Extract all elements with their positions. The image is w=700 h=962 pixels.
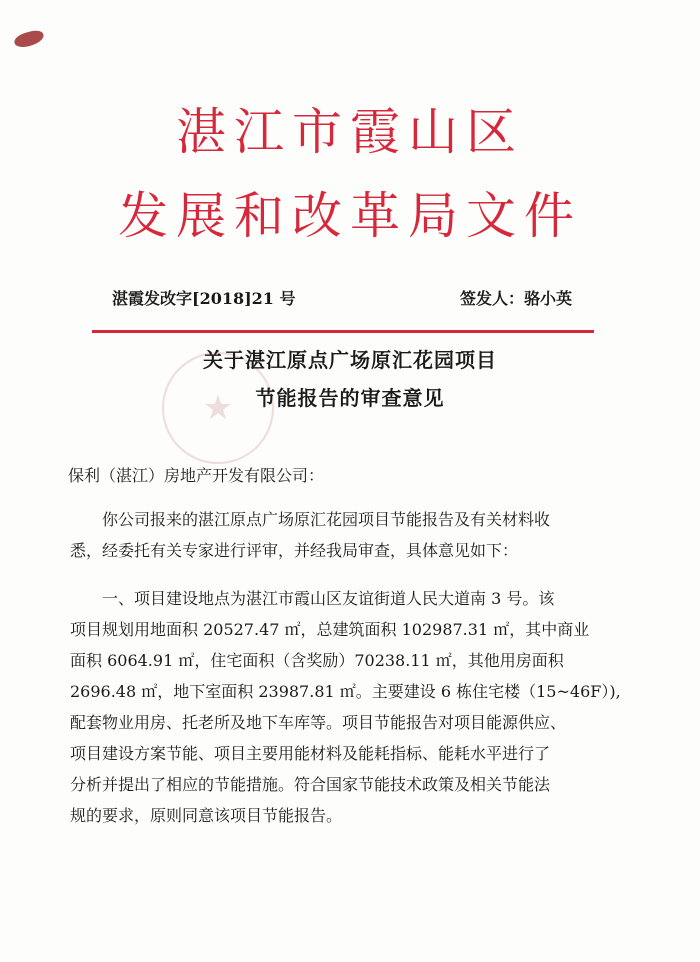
- document-number: 湛霞发改字[2018]21 号: [112, 289, 296, 308]
- paragraph-line: 分析并提出了相应的节能措施。符合国家节能技术政策及相关节能法: [70, 775, 551, 794]
- header-line-1: 湛江市霞山区: [176, 103, 524, 161]
- paragraph-line: 项目规划用地面积 20527.47 ㎡，总建筑面积 102987.31 ㎡，其中商业: [70, 620, 590, 639]
- paragraph-line: 一、项目建设地点为湛江市霞山区友谊街道人民大道南 3 号。该: [70, 589, 555, 608]
- ink-smudge: [13, 29, 45, 50]
- header-line-2: 发展和改革局文件: [118, 187, 582, 245]
- paragraph-line: 配套物业用房、托老所及地下车库等。项目节能报告对项目能源供应、: [70, 713, 567, 732]
- seal-star-icon: ★: [202, 388, 234, 428]
- paragraph-line: 悉，经委托有关专家进行评审，并经我局审查，具体意见如下：: [70, 541, 519, 560]
- paragraph-line: 面积 6064.91 ㎡，住宅面积（含奖励）70238.11 ㎡，其他用房面积: [70, 651, 564, 670]
- paragraph-line: 你公司报来的湛江原点广场原汇花园项目节能报告及有关材料收: [70, 510, 551, 529]
- paragraph-1: [70, 504, 630, 566]
- salutation: 保利（湛江）房地产开发有限公司：: [68, 466, 325, 485]
- paragraph-line: 规的要求，原则同意该项目节能报告。: [70, 806, 343, 825]
- document-title-line-2: 节能报告的审查意见: [255, 386, 445, 410]
- paragraph-line: 项目建设方案节能、项目主要用能材料及能耗指标、能耗水平进行了: [70, 744, 551, 763]
- paragraph-line: 2696.48 ㎡，地下室面积 23987.81 ㎡。主要建设 6 栋住宅楼（15~46F）),: [70, 682, 621, 701]
- paragraph-2: [70, 583, 630, 831]
- red-divider-line: [92, 330, 594, 333]
- signer: 签发人：骆小英: [460, 289, 573, 308]
- document-title-line-1: 关于湛江原点广场原汇花园项目: [203, 348, 497, 372]
